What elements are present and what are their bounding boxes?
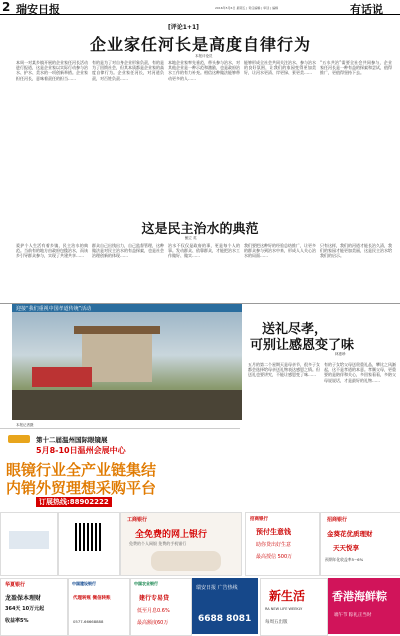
photo-signboard [32,367,92,387]
photo-building [82,332,152,382]
comment2-col-2: 群众自己出钱出力，自己监督管理，这种做法是对民主治水的有益探索，也是社会治理创新的体现…… [92,243,164,259]
cmb-line2: 预期年化收益率5~6% [325,557,364,562]
huaxia-rate: 364天 10万元起 [5,606,45,612]
hk-ad[interactable] [328,578,400,634]
abc-sub: 最高额度60万 [137,620,169,626]
weekly-title: 新生活 [269,589,306,603]
gold-phone: 6688 8081 [198,614,252,624]
weekly-sub: RA NEW LIFE WEEKLY [265,607,303,611]
huaxia-title: 龙盈保本理财 [5,595,42,602]
huaxia-ad[interactable] [0,578,68,636]
expo-ad[interactable] [0,428,240,507]
huaxia-logo: 华夏银行 [5,582,26,588]
photo-building-roof [74,326,160,334]
bcm-phone: 0577-66668888 [73,619,104,624]
cmb-ad[interactable] [320,512,400,576]
loan-title: 预付生意钱 [256,528,291,536]
section-name: 有话说 [350,3,383,16]
comment1-col-3: 本地企业家率先垂范，带头参与治水，对其他企业是一种示范和激励，也是政府治水工作的有力补充。相信这种做法能够带动更多的人…… [168,60,240,81]
cmb-logo: 招商银行 [327,517,348,523]
comment2-byline: 鲍立 英 [185,236,197,240]
comment1-col-4: 能够形成全社会共同关注治水、参与治水的良好氛围，让我们的家园变得更加美好，让河水更清、岸更绿、景更美…… [244,60,316,76]
small-ad-left[interactable] [0,512,58,576]
bcm-ad[interactable] [68,578,130,636]
expo-title: 眼镜行业全产业链集结 [6,461,157,479]
date-line: 2016年5月6日 星期五 | 责任编辑 | 审读 | 编辑 [215,6,279,10]
hk-sub: 端午节 粽礼正当时 [334,613,372,618]
cmb-title: 金葵花优质理财 [327,530,373,538]
comment1-byline: 本报评论员 [195,54,213,58]
expo-subtitle: 第十二届温州国际眼镜展 [36,436,108,444]
expo-title-2: 内销外贸理想采购平台 [6,479,157,497]
masthead: 瑞安日报 [16,3,60,16]
photo [12,312,242,420]
weekly-ad[interactable] [260,578,328,636]
opinion-col-1: 五月的第二个星期天是母亲节，很多子女都会选择给母亲送礼物表达感恩之情。但送礼也要讲究，不能让感恩变了味…… [248,362,320,378]
comment1-col-2: 有的是为了对自身企业形象负责，有的是为了回馈社会，但其本质都是企业家的高度自律行为。企业家任河长，对河道负责，对百姓负责…… [92,60,164,81]
expo-logo [8,435,30,443]
comment1-col-1: 本周一对某乡镇开展的企业家任河长活动进行报道，这是企业家以实际行动参与治水、护水、美水的一项创新举措。企业家担任河长，意味着责任的担当…… [16,60,88,81]
photo-caption: 本报记者摄 [16,423,34,427]
icbc-ad[interactable] [120,512,242,576]
loan-ad[interactable] [245,512,320,576]
cmb-line1: 天天悦享 [333,544,359,552]
comment2-col-4: 我们要把这种好的经验总结推广，让更多的群众参与到治水中来，形成人人关心治水的局面…… [244,243,316,259]
comment2-col-5: 只有这样，我们的河道才能长治久清，我们的家园才能更加美丽，这是民主治水给我们的启示。 [320,243,392,259]
small-ad-logo [9,531,49,549]
abc-ad[interactable] [130,578,192,636]
qr-code-icon [75,523,103,551]
opinion-col-2: 有的子女给父母送贵重礼品，攀比之风渐起，这不是孝道的本意。孝顺父母，更重要的是陪伴和关心，多回家看看，多陪父母说说话，才是最好的礼物…… [324,362,396,383]
icbc-art [151,551,221,571]
expo-date: 5月8-10日温州会展中心 [36,446,126,455]
gold-ad[interactable] [192,578,258,634]
loan-logo: 招商银行 [250,517,268,522]
loan-line1: 助你贷出好生意 [256,542,292,548]
opinion-title-1: 送礼尽孝， [262,322,328,337]
comment2-col-1: 爱护个人生活有着乡镇，民主治水的典范。当前有的地方由政府包揽治水，而该乡引导群众参与，实现了共建共享…… [16,243,88,259]
opinion-title-2: 可别让感恩变了味 [250,338,355,353]
abc-logo: 中国农业银行 [134,581,158,586]
photo-banner [12,304,242,312]
comment2-col-3: 治水不仅仅是政府的事，更是每个人的事。发动群众、依靠群众，才能把治水工作做好、做实…… [168,243,240,259]
bcm-title: 代理转账 微信转账 [73,596,111,601]
expo-phone: 订展热线:88902222 [36,497,112,507]
hk-title: 香港海鲜粽 [332,590,387,603]
icbc-header: 全免费的网上银行 [135,530,208,540]
loan-line2: 最高授信 500万 [256,554,293,560]
icbc-logo: 工商银行 [127,517,148,523]
gold-title: 瑞安日报 广告热线 [196,585,238,591]
bcm-logo: 中国建设银行 [72,581,96,586]
weekly-date: 每周五出版 [265,620,288,625]
page-header [0,0,400,15]
qr-ad[interactable] [58,512,120,576]
photo-banner-text: 迎接“我们重视中国孝道传统”活动 [16,306,92,312]
opinion-byline: 林惠珍 [335,352,346,356]
abc-line: 低至月息0.6% [137,608,170,614]
series-label: [评论1+1] [168,24,199,31]
comment1-col-5: “五水共治”需要全社会共同参与，企业家任河长是一种有益的探索和尝试，值得推广，更值得坚持下去。 [320,60,392,76]
page-number: 2 [2,0,11,14]
icbc-sub: 免费的个人网银 免费的手机银行 [129,541,187,546]
comment1-title: 企业家任河长是高度自律行为 [89,35,311,54]
photo-crowd [12,390,242,420]
abc-title: 建行专易贷 [139,595,170,602]
huaxia-yield: 收益率5% [5,618,29,624]
comment2-title: 这是民主治水的典范 [141,222,259,237]
